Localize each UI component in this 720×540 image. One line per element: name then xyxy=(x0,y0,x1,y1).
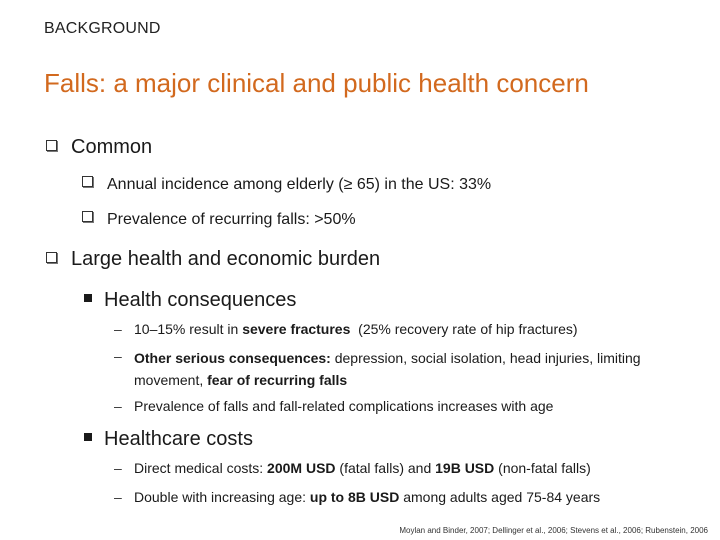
fractures-post: (25% recovery rate of hip fractures) xyxy=(350,321,578,337)
checkbox-bullet-icon xyxy=(46,252,57,263)
fractures-bold: severe fractures xyxy=(242,321,351,337)
prevalence-text: Prevalence of falls and fall-related complications increases with age xyxy=(134,398,554,414)
cost-item-age xyxy=(114,489,600,505)
citation-footer: Moylan and Binder, 2007; Dellinger et al., 2006; Stevens et al., 2006; Rubenstein, 2006 xyxy=(399,526,708,535)
cost-item-direct xyxy=(114,460,591,476)
recurring-falls-label: Prevalence of recurring falls xyxy=(107,211,306,228)
checkbox-bullet-icon xyxy=(46,140,57,151)
direct-costs-fatal-value: 200M USD xyxy=(267,460,336,476)
fractures-pre: 10–15% result in xyxy=(134,321,243,337)
checkbox-bullet-icon xyxy=(82,211,93,222)
health-item-other xyxy=(114,348,674,392)
section-label: BACKGROUND xyxy=(44,20,161,37)
bullet-burden-label: Large health and economic burden xyxy=(71,248,381,270)
health-item-fractures xyxy=(114,321,578,337)
square-bullet-icon xyxy=(84,433,92,441)
recurring-falls-value: : >50% xyxy=(305,211,356,228)
dash-bullet-icon: – xyxy=(114,460,122,476)
annual-incidence-value: : 33% xyxy=(450,176,492,193)
bullet-healthcare-costs xyxy=(84,428,253,451)
checkbox-bullet-icon xyxy=(82,176,93,187)
other-consequences-text: depression, social isolation, head injuries, limiting movement, xyxy=(134,350,641,388)
dash-bullet-icon: – xyxy=(114,348,122,364)
direct-costs-nonfatal-value: 19B USD xyxy=(435,460,495,476)
fear-recurring-falls: fear of recurring falls xyxy=(207,372,348,388)
direct-costs-mid: (fatal falls) and xyxy=(335,460,436,476)
dash-bullet-icon: – xyxy=(114,489,122,505)
dash-bullet-icon: – xyxy=(114,398,122,414)
bullet-common xyxy=(46,136,152,159)
bullet-annual-incidence xyxy=(82,176,491,194)
annual-incidence-label: Annual incidence among elderly (≥ 65) in the US xyxy=(107,176,451,193)
healthcare-costs-label: Healthcare costs xyxy=(104,428,253,450)
bullet-recurring-falls xyxy=(82,211,356,229)
bullet-burden xyxy=(46,248,380,271)
dash-bullet-icon: – xyxy=(114,321,122,337)
bullet-common-label: Common xyxy=(71,136,153,158)
direct-costs-post: (non-fatal falls) xyxy=(494,460,591,476)
age-costs-bold: up to 8B USD xyxy=(309,489,400,505)
health-item-prevalence xyxy=(114,398,553,414)
square-bullet-icon xyxy=(84,294,92,302)
slide-title: Falls: a major clinical and public health concern xyxy=(44,68,589,98)
bullet-health-consequences xyxy=(84,289,296,312)
direct-costs-pre: Direct medical costs: xyxy=(134,460,268,476)
age-costs-pre: Double with increasing age: xyxy=(134,489,310,505)
other-consequences-bold: Other serious consequences: xyxy=(134,350,331,366)
age-costs-post: among adults aged 75-84 years xyxy=(399,489,601,505)
health-consequences-label: Health consequences xyxy=(104,289,297,311)
